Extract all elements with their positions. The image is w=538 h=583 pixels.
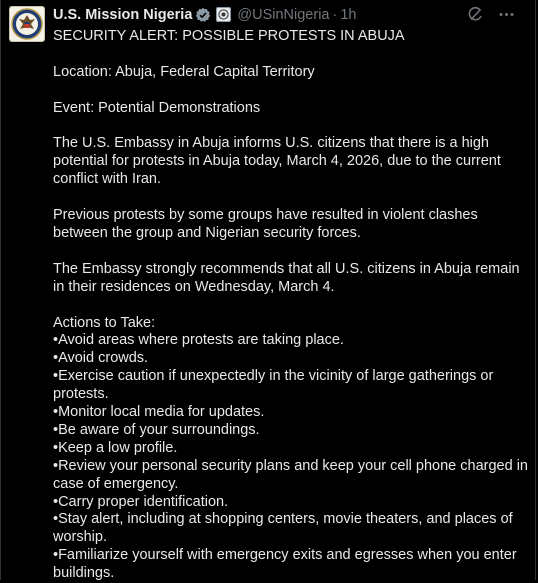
post-header xyxy=(53,1,525,28)
verified-badge-icon[interactable] xyxy=(195,7,211,23)
affiliation-seal-icon[interactable] xyxy=(216,7,231,22)
post-text: SECURITY ALERT: POSSIBLE PROTESTS IN ABUJA Location: Abuja, Federal Capital Territory Event: Potential Demonstrations The U.S. Embassy in Abuja informs U.S. citizens that there is a high potential for protests in Abuja today, March 4, 2026, due to the current conflict with Iran. Previous protests by some groups have resulted in violent clashes between the group and Nigerian security forces. The Embassy strongly recommends that all U.S. citizens in Abuja remain in their residences on Wednesday, March 4. Actions to Take: •Avoid areas where protests are taking place. •Avoid crowds. •Exercise caution if unexpectedly in the vicinity of large gatherings or protests. •Monitor local media for updates. •Be aware of your surroundings. •Keep a low profile. •Review your personal security plans and keep your cell phone charged in case of emergency. •Carry proper identification. •Stay alert, including at shopping centers, movie theaters, and places of worship. •Familiarize yourself with emergency exits and egresses when you enter buildings. xyxy=(53,28,528,582)
separator: · xyxy=(332,6,338,23)
post-content xyxy=(53,0,528,583)
handle[interactable]: @USinNigeria xyxy=(237,6,330,23)
embassy-seal-avatar[interactable] xyxy=(9,6,45,42)
grok-icon[interactable] xyxy=(467,6,484,28)
timestamp[interactable]: 1h xyxy=(340,6,357,23)
more-icon[interactable] xyxy=(498,6,515,28)
post-actions xyxy=(467,6,515,28)
display-name[interactable]: U.S. Mission Nigeria xyxy=(53,6,193,23)
